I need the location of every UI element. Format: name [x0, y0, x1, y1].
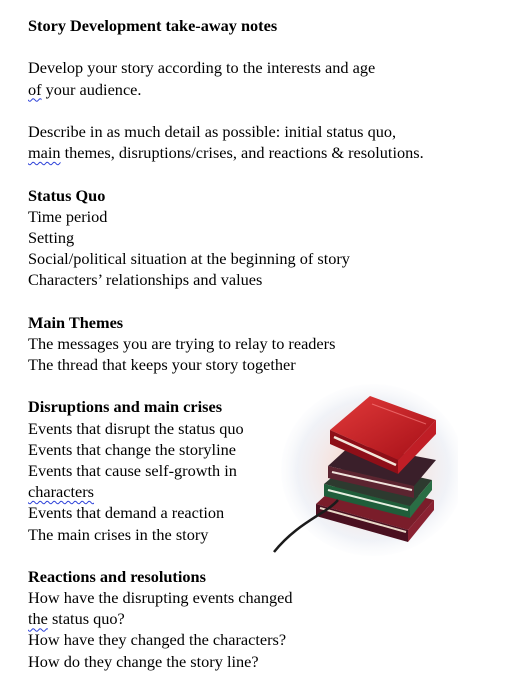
intro-line-1: Develop your story according to the interests and age: [28, 58, 376, 78]
intro-line-2-rest: your audience.: [41, 79, 142, 99]
status-quo-item: Time period: [28, 206, 108, 226]
disruptions-item: Events that disrupt the status quo: [28, 418, 244, 438]
disruptions-item: The main crises in the story: [28, 524, 209, 544]
reactions-line-4: How do they change the story line?: [28, 651, 259, 671]
status-quo-heading: Status Quo: [28, 185, 106, 205]
reactions-line-2-rest: status quo?: [47, 609, 125, 629]
spellcheck-word[interactable]: the: [28, 609, 48, 629]
main-themes-heading: Main Themes: [28, 312, 124, 332]
status-quo-item: Characters’ relationships and values: [28, 270, 263, 290]
reactions-line-1: How have the disrupting events changed: [28, 588, 293, 608]
disruptions-item: Events that change the storyline: [28, 439, 236, 459]
document-title: Story Development take-away notes: [28, 16, 278, 35]
document-page: [28, 15, 508, 672]
main-themes-item: The thread that keeps your story together: [28, 355, 296, 374]
spellcheck-word[interactable]: main: [28, 143, 61, 163]
describe-line-1: Describe in as much detail as possible: initial status quo,: [28, 121, 397, 141]
spellcheck-word[interactable]: of: [28, 79, 42, 99]
disruptions-item: Events that cause self-growth in: [28, 460, 237, 480]
reactions-line-2: [28, 608, 508, 629]
stack-of-books-illustration: [268, 382, 458, 562]
disruptions-item: Events that demand a reaction: [28, 503, 225, 523]
describe-line-2: [28, 142, 508, 163]
intro-line-2: [28, 79, 508, 100]
describe-line-2-rest: themes, disruptions/crises, and reactions & resolutions.: [60, 143, 424, 163]
main-themes-item: The messages you are trying to relay to readers: [28, 333, 336, 353]
reactions-heading: Reactions and resolutions: [28, 566, 206, 586]
reactions-line-3: How have they changed the characters?: [28, 630, 287, 650]
disruptions-heading: Disruptions and main crises: [28, 397, 223, 417]
status-quo-item: Setting: [28, 227, 75, 247]
spellcheck-word[interactable]: characters: [28, 482, 94, 502]
status-quo-item: Social/political situation at the beginning of story: [28, 249, 350, 269]
